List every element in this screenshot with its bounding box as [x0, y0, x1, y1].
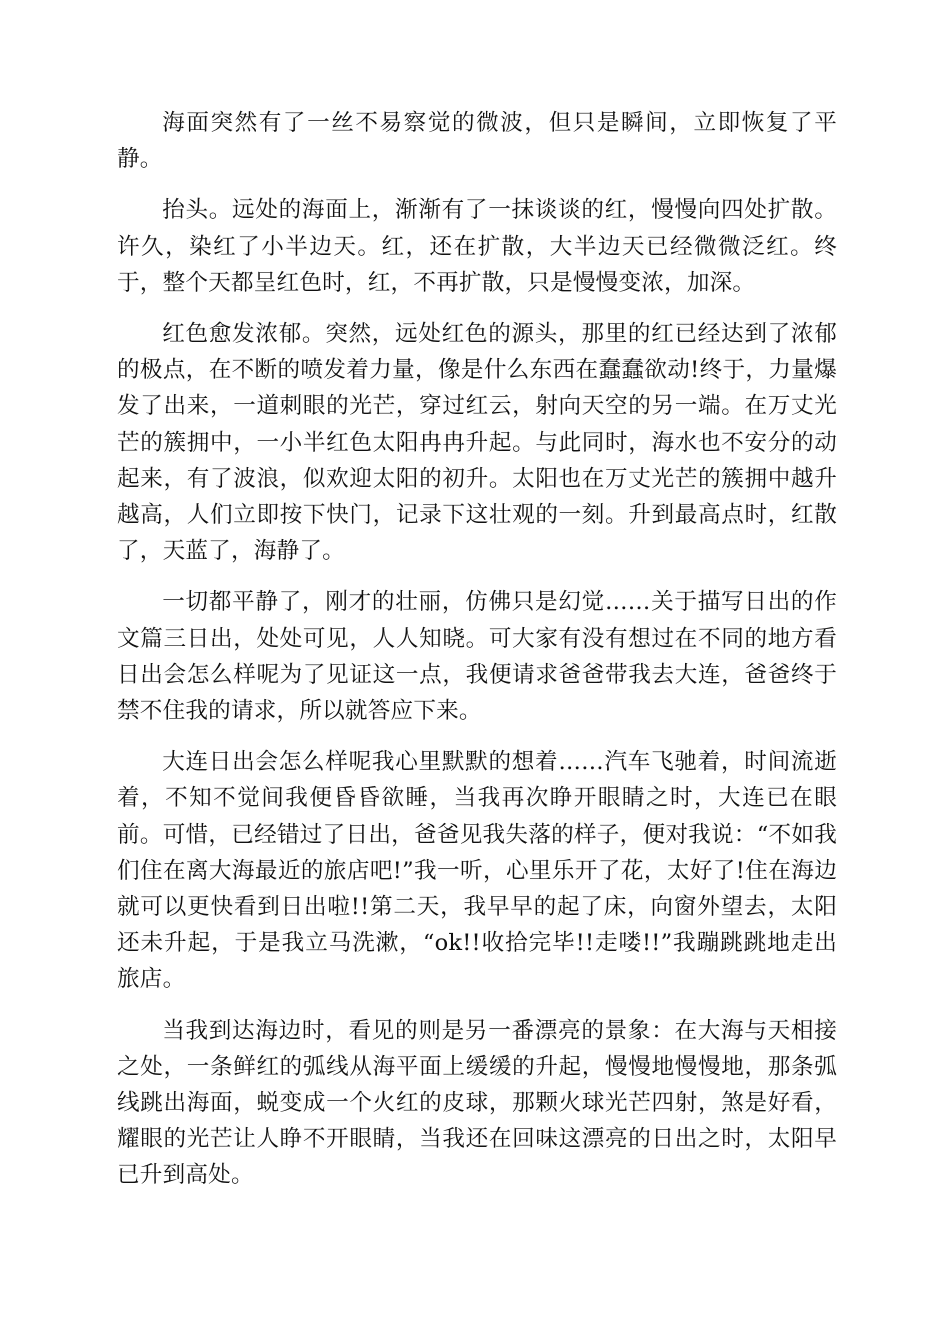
paragraph-3: 红色愈发浓郁。突然，远处红色的源头，那里的红已经达到了浓郁的极点，在不断的喷发着力量，像是什么东西在蠢蠢欲动!终于，力量爆发了出来，一道刺眼的光芒，穿过红云，射向天空的另一端。在万丈光芒的簇拥中，一小半红色太阳冉冉升起。与此同时，海水也不安分的动起来，有了波浪，似欢迎太阳的初升。太阳也在万丈光芒的簇拥中越升越高，人们立即按下快门，记录下这壮观的一刻。升到最高点时，红散了，天蓝了，海静了。 — [117, 321, 837, 565]
paragraph-1: 海面突然有了一丝不易察觉的微波，但只是瞬间，立即恢复了平静。 — [117, 110, 837, 173]
paragraph-4: 一切都平静了，刚才的壮丽，仿佛只是幻觉……关于描写日出的作文篇三日出，处处可见，人人知晓。可大家有没有想过在不同的地方看日出会怎么样呢为了见证这一点，我便请求爸爸带我去大连，爸爸终于禁不住我的请求，所以就答应下来。 — [117, 589, 837, 725]
paragraph-5: 大连日出会怎么样呢我心里默默的想着……汽车飞驰着，时间流逝着，不知不觉间我便昏昏欲睡，当我再次睁开眼睛之时，大连已在眼前。可惜，已经错过了日出，爸爸见我失落的样子，便对我说：“不如我们住在离大海最近的旅店吧!”我一听，心里乐开了花，太好了!住在海边就可以更快看到日出啦!!第二天，我早早的起了床，向窗外望去，太阳还未升起，于是我立马洗漱，“ok!!收拾完毕!!走喽!!”我蹦跳跳地走出旅店。 — [117, 749, 837, 993]
paragraph-2: 抬头。远处的海面上，渐渐有了一抹谈谈的红，慢慢向四处扩散。许久，染红了小半边天。红，还在扩散，大半边天已经微微泛红。终于，整个天都呈红色时，红，不再扩散，只是慢慢变浓，加深。 — [117, 197, 837, 296]
document-page — [117, 105, 837, 1209]
paragraph-6: 当我到达海边时，看见的则是另一番漂亮的景象：在大海与天相接之处，一条鲜红的弧线从海平面上缓缓的升起，慢慢地慢慢地，那条弧线跳出海面，蜕变成一个火红的皮球，那颗火球光芒四射，煞是好看，耀眼的光芒让人睁不开眼睛，当我还在回味这漂亮的日出之时，太阳早已升到高处。 — [117, 1017, 837, 1189]
